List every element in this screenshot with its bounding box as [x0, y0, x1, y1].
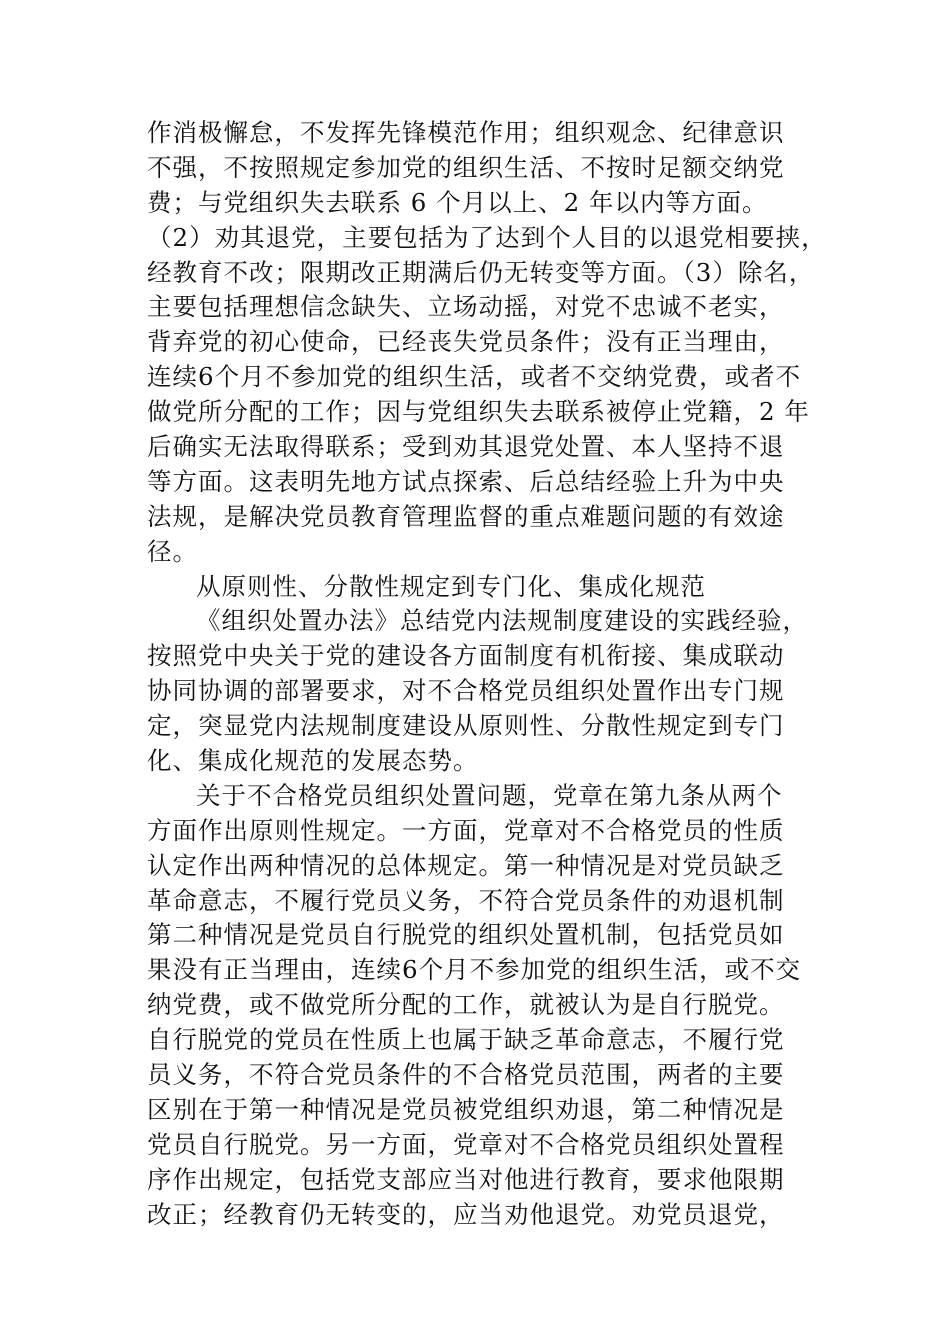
text-line: 后确实无法取得联系；受到劝其退党处置、本人坚持不退 [147, 432, 785, 462]
text-line: 改正；经教育仍无转变的，应当劝他退党。劝党员退党， [147, 1199, 785, 1229]
text-line: 径。 [147, 536, 198, 566]
text-line: 区别在于第一种情况是党员被党组织劝退，第二种情况是 [147, 1094, 785, 1124]
text-line: 《组织处置办法》总结党内法规制度建设的实践经验， [196, 606, 808, 636]
text-line: 法规，是解决党员教育管理监督的重点难题问题的有效途 [147, 501, 785, 531]
text-line: 员义务，不符合党员条件的不合格党员范围，两者的主要 [147, 1060, 785, 1090]
body-text [147, 116, 827, 1233]
text-line: 革命意志，不履行党员义务，不符合党员条件的劝退机制 [147, 885, 785, 915]
text-line: 背弃党的初心使命，已经丧失党员条件；没有正当理由， [147, 327, 785, 357]
text-line: 党员自行脱党。另一方面，党章对不合格党员组织处置程 [147, 1129, 785, 1159]
text-line: 主要包括理想信念缺失、立场动摇，对党不忠诚不老实， [147, 292, 785, 322]
text-line: 关于不合格党员组织处置问题，党章在第九条从两个 [196, 780, 783, 810]
text-line: 纳党费，或不做党所分配的工作，就被认为是自行脱党。 [147, 990, 785, 1020]
section-heading: 从原则性、分散性规定到专门化、集成化规范 [196, 571, 706, 601]
text-line: 自行脱党的党员在性质上也属于缺乏革命意志，不履行党 [147, 1025, 785, 1055]
text-line: 第二种情况是党员自行脱党的组织处置机制，包括党员如 [147, 920, 785, 950]
text-line: 按照党中央关于党的建设各方面制度有机衔接、集成联动 [147, 641, 785, 671]
text-line: 做党所分配的工作；因与党组织失去联系被停止党籍，2 年 [147, 397, 810, 427]
text-line: 不强，不按照规定参加党的组织生活、不按时足额交纳党 [147, 152, 785, 182]
text-line: 认定作出两种情况的总体规定。第一种情况是对党员缺乏 [147, 850, 785, 880]
text-line: （2）劝其退党，主要包括为了达到个人目的以退党相要挟， [147, 222, 827, 252]
text-line: 等方面。这表明先地方试点探索、后总结经验上升为中央 [147, 466, 785, 496]
text-line: 经教育不改；限期改正期满后仍无转变等方面。（3）除名， [147, 257, 815, 287]
text-line: 定，突显党内法规制度建设从原则性、分散性规定到专门 [147, 711, 785, 741]
text-line: 果没有正当理由，连续6个月不参加党的组织生活，或不交 [147, 955, 802, 985]
text-line: 化、集成化规范的发展态势。 [147, 746, 479, 776]
text-line: 连续6个月不参加党的组织生活，或者不交纳党费，或者不 [147, 362, 802, 392]
text-line: 序作出规定，包括党支部应当对他进行教育，要求他限期 [147, 1164, 785, 1194]
text-line: 作消极懈怠，不发挥先锋模范作用；组织观念、纪律意识 [147, 118, 785, 147]
text-line: 协同协调的部署要求，对不合格党员组织处置作出专门规 [147, 676, 785, 706]
text-line: 方面作出原则性规定。一方面，党章对不合格党员的性质 [147, 815, 785, 845]
text-line: 费；与党组织失去联系 6 个月以上、2 年以内等方面。 [147, 187, 768, 217]
